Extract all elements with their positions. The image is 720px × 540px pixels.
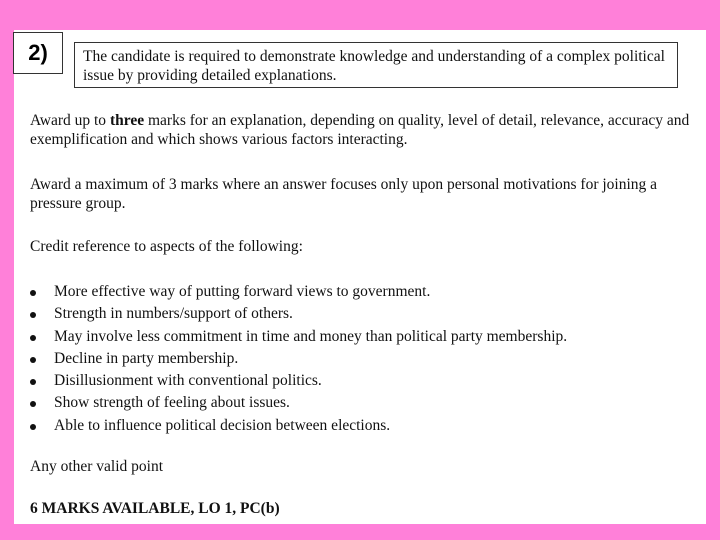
award-text-after: marks for an explanation, depending on quality, level of detail, relevance, accuracy and exemplification and which shows various factors interacting. [30,112,690,148]
max-marks-paragraph: Award a maximum of 3 marks where an answer focuses only upon personal motivations for joining a pressure group. [30,176,658,212]
list-item [30,415,690,437]
list-item [30,303,690,325]
bullet-icon [30,379,36,385]
list-item-text: Strength in numbers/support of others. [54,305,293,323]
award-text-before: Award up to [30,112,110,129]
list-item-text: May involve less commitment in time and money than political party membership. [54,327,568,345]
question-number-label: 2) [13,32,63,74]
award-paragraph [30,111,700,149]
bullet-icon [30,312,36,318]
list-item [30,392,690,414]
other-valid-point: Any other valid point [30,458,164,475]
list-item [30,348,690,370]
list-item-text: Decline in party membership. [54,349,239,367]
credit-bullet-list [30,281,690,437]
list-item [30,370,690,392]
list-item-text: Disillusionment with conventional politics. [54,372,322,390]
question-description-box [74,42,678,88]
list-item-text: Able to influence political decision between elections. [54,416,391,434]
list-item-text: Show strength of feeling about issues. [54,394,290,412]
bullet-icon [30,357,36,363]
bullet-icon [30,335,36,341]
bullet-icon [30,401,36,407]
credit-intro: Credit reference to aspects of the following: [30,238,303,255]
list-item [30,281,690,303]
list-item-text: More effective way of putting forward views to government. [54,283,431,300]
list-item [30,326,690,348]
document-slide [14,30,706,524]
bullet-icon [30,424,36,430]
award-text-bold: three [109,112,145,129]
question-description-text: The candidate is required to demonstrate knowledge and understanding of a complex political issue by providing detailed explanations. [83,48,665,84]
marks-available: 6 MARKS AVAILABLE, LO 1, PC(b) [30,500,280,517]
bullet-icon [30,290,36,296]
